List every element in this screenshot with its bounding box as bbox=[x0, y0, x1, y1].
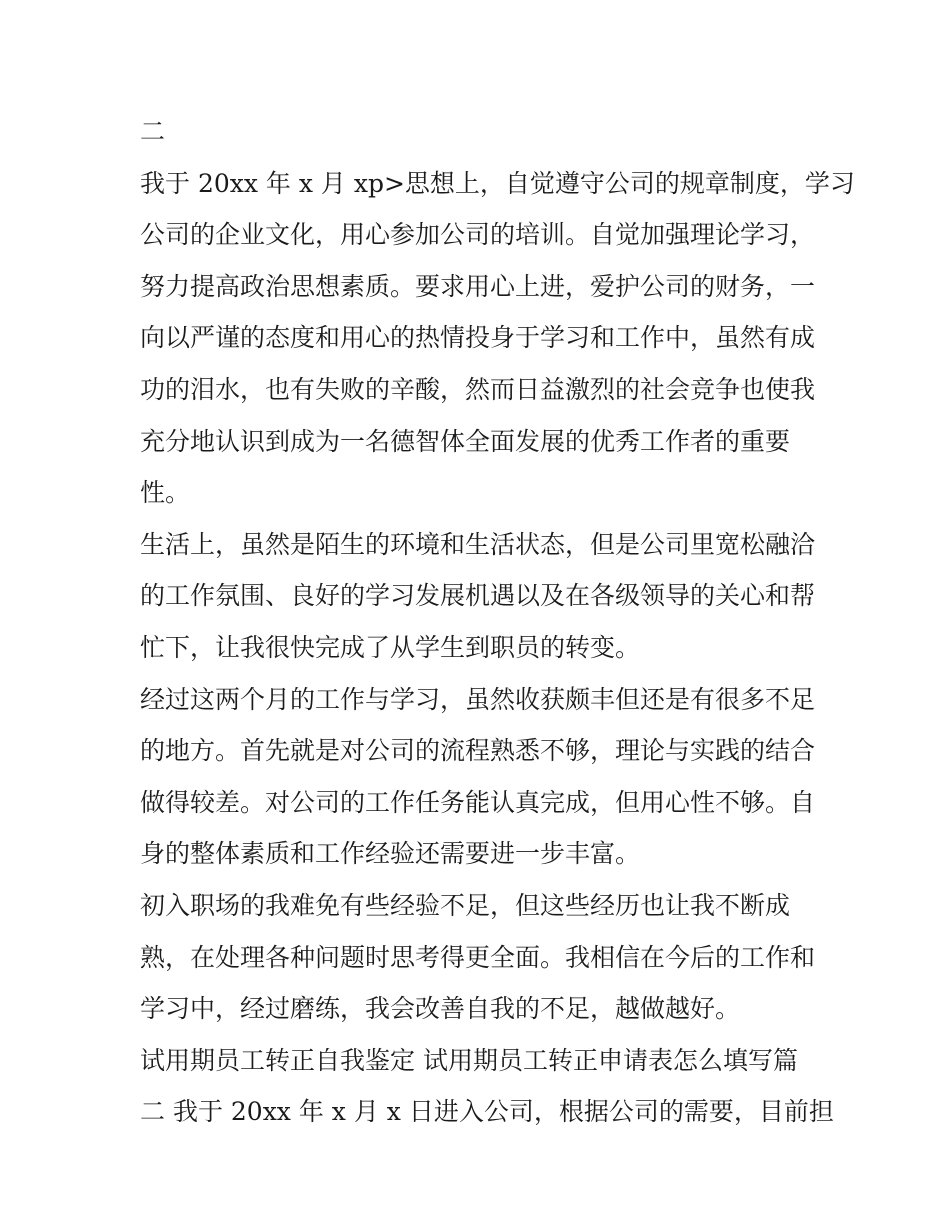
text-line: 试用期员工转正自我鉴定 试用期员工转正申请表怎么填写篇 bbox=[140, 1045, 798, 1075]
text-line: 向以严谨的态度和用心的热情投身于学习和工作中，虽然有成 bbox=[140, 323, 816, 353]
text-line: 忙下，让我很快完成了从学生到职员的转变。 bbox=[140, 632, 641, 662]
text-line: 二 bbox=[140, 117, 166, 146]
text-line: 学习中，经过磨练，我会改善自我的不足，越做越好。 bbox=[140, 994, 741, 1024]
text-line: 性。 bbox=[140, 478, 191, 508]
text-line: 做得较差。对公司的工作任务能认真完成，但用心性不够。自 bbox=[140, 787, 816, 817]
text-line: 充分地认识到成为一名德智体全面发展的优秀工作者的重要 bbox=[140, 426, 791, 456]
text-line: 公司的企业文化，用心参加公司的培训。自觉加强理论学习， bbox=[140, 220, 816, 250]
text-line: 努力提高政治思想素质。要求用心上进，爱护公司的财务，一 bbox=[140, 271, 816, 301]
document-body bbox=[140, 106, 855, 1138]
text-line: 生活上，虽然是陌生的环境和生活状态，但是公司里宽松融洽 bbox=[140, 529, 816, 559]
text-line: 熟，在处理各种问题时思考得更全面。我相信在今后的工作和 bbox=[140, 942, 816, 972]
text-line: 的地方。首先就是对公司的流程熟悉不够，理论与实践的结合 bbox=[140, 736, 816, 766]
text-line: 我于 20xx 年 x 月 xp>思想上，自觉遵守公司的规章制度，学习 bbox=[140, 168, 855, 198]
text-line: 的工作氛围、良好的学习发展机遇以及在各级领导的关心和帮 bbox=[140, 581, 816, 611]
text-line: 二 我于 20xx 年 x 月 x 日进入公司，根据公司的需要，目前担 bbox=[140, 1097, 834, 1127]
text-line: 初入职场的我难免有些经验不足，但这些经历也让我不断成 bbox=[140, 890, 791, 920]
text-line: 功的泪水，也有失败的辛酸，然而日益激烈的社会竞争也使我 bbox=[140, 374, 816, 404]
text-line: 身的整体素质和工作经验还需要进一步丰富。 bbox=[140, 839, 641, 869]
text-line: 经过这两个月的工作与学习，虽然收获颇丰但还是有很多不足 bbox=[140, 684, 816, 714]
